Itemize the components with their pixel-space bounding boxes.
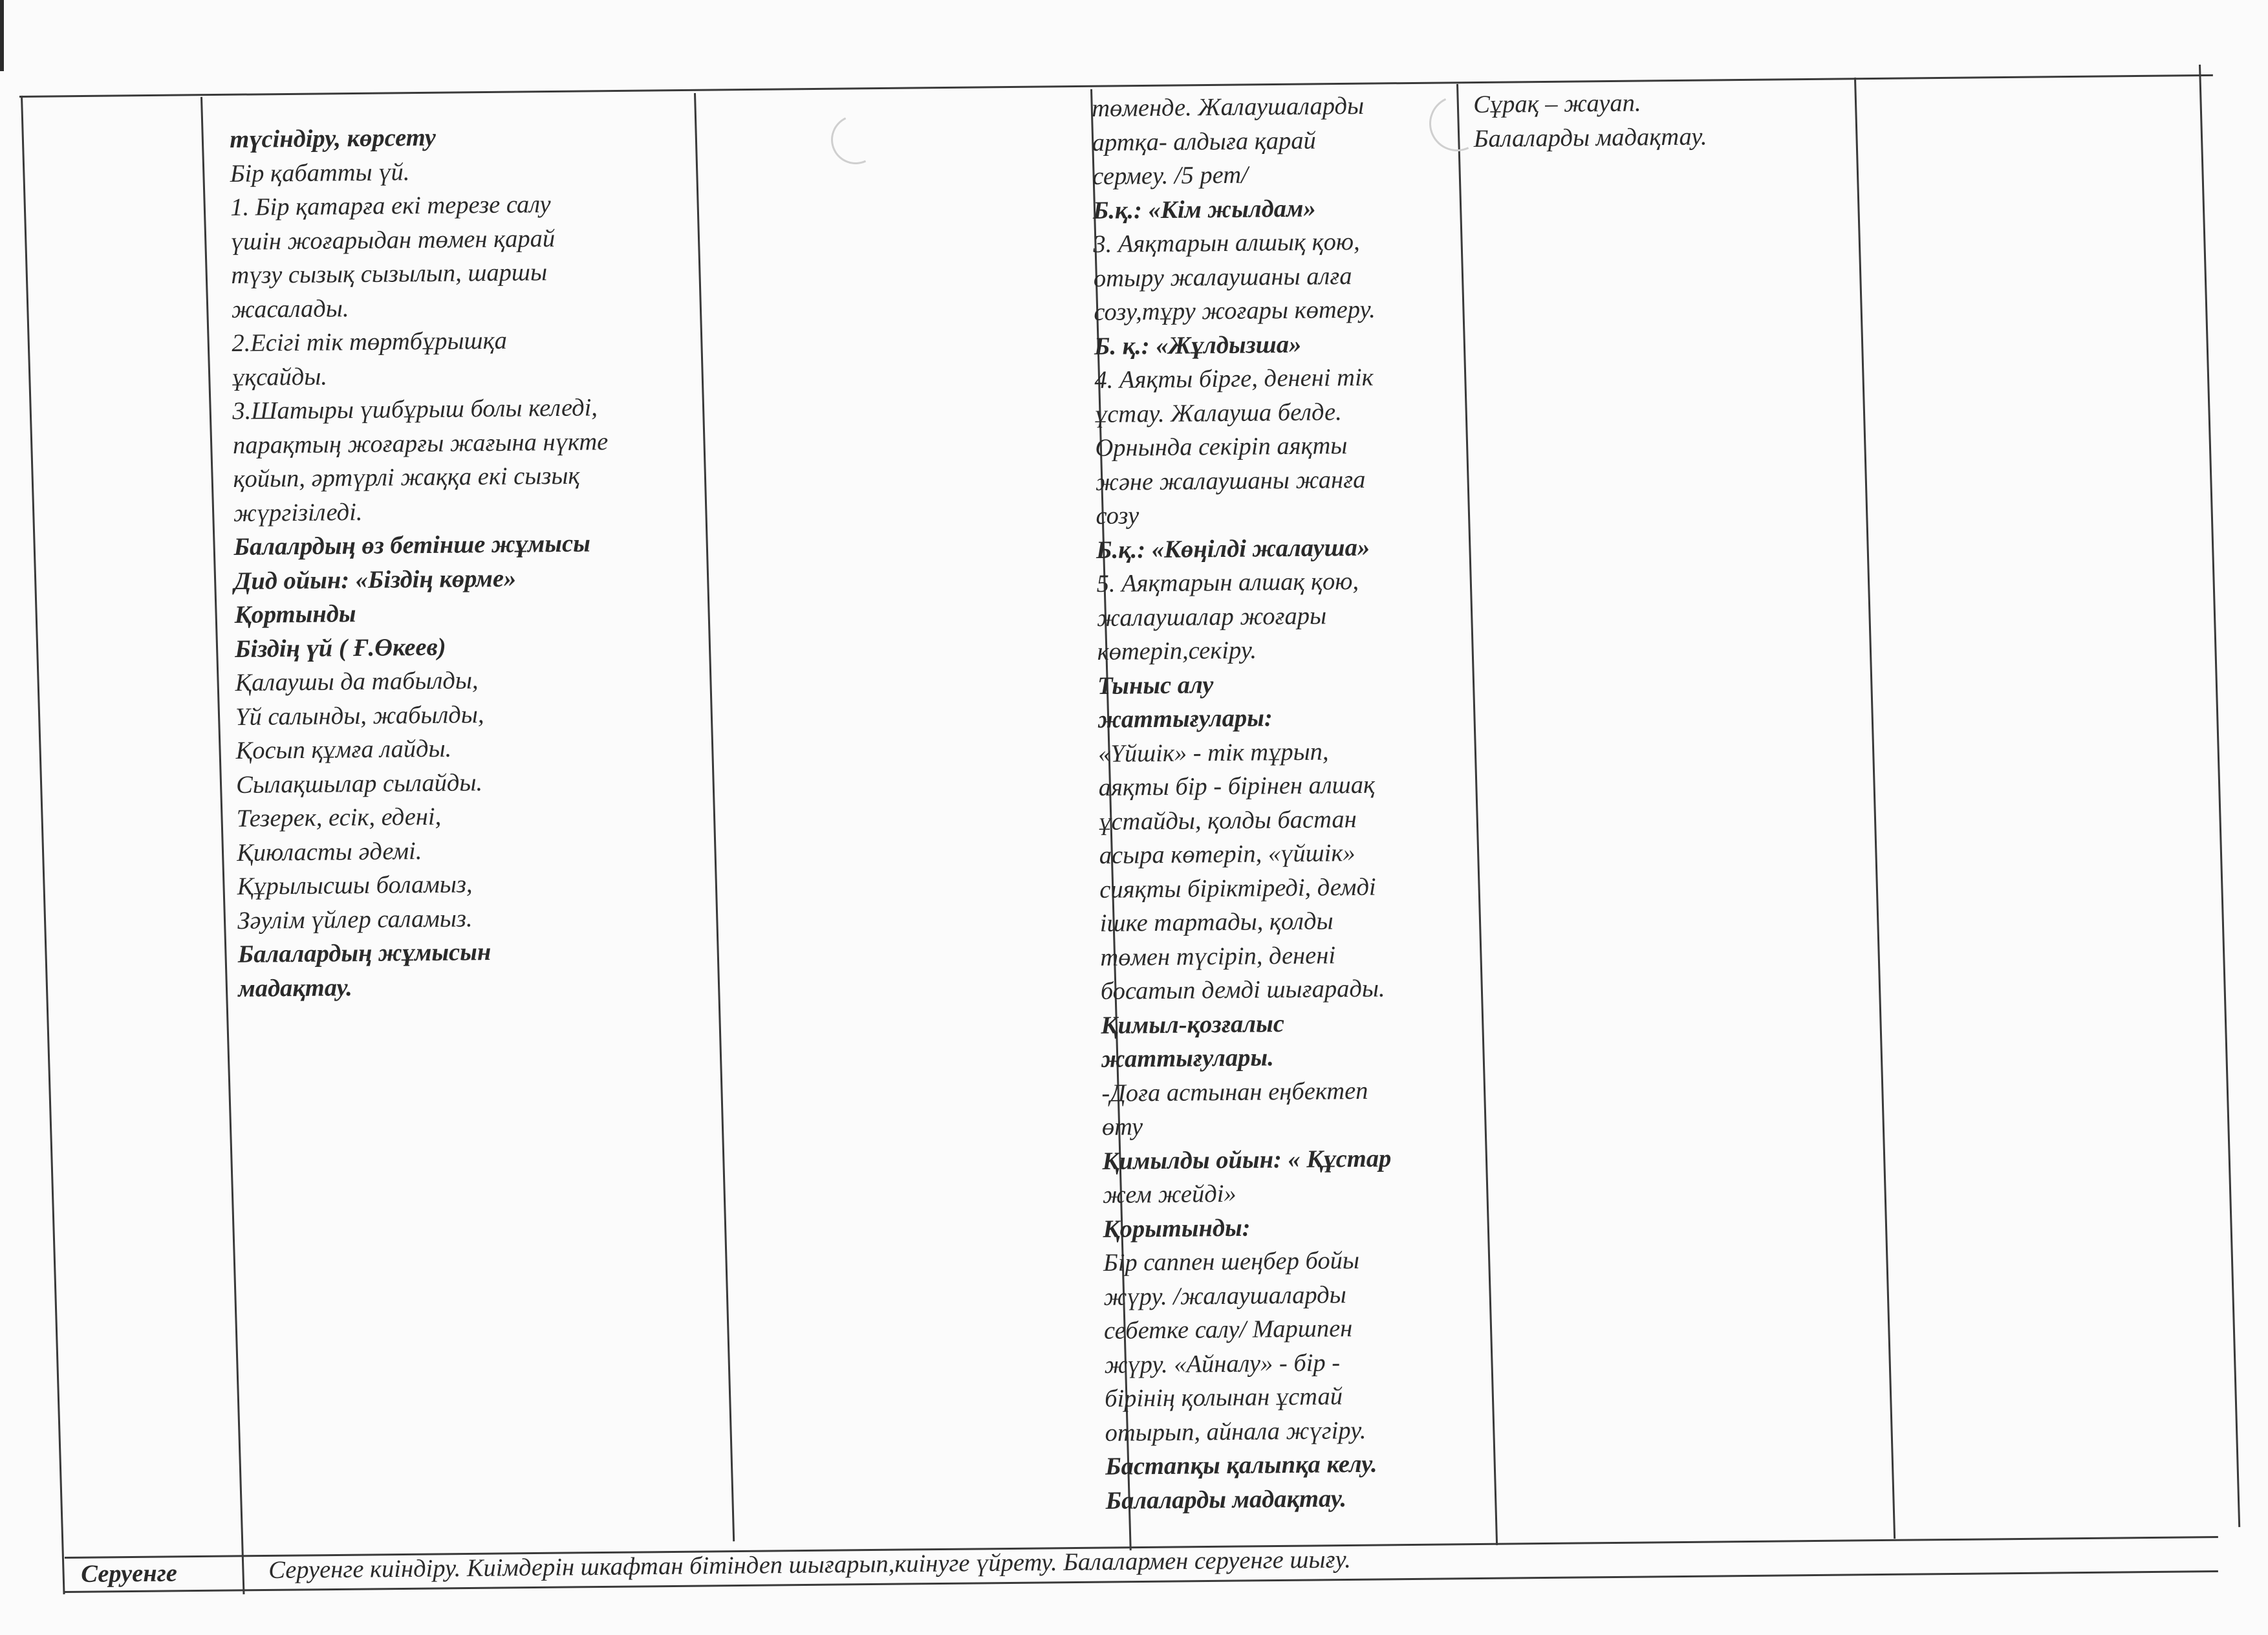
- text-line: жалаушалар жоғары: [1096, 601, 1327, 632]
- text-line: Бір қабатты үй.: [230, 158, 410, 188]
- text-line: Балалардың жұмысын: [237, 938, 491, 968]
- text-line: жем жейді»: [1102, 1180, 1237, 1209]
- text-line: Қосып құмға лайды.: [235, 735, 452, 764]
- text-line: Қорытынды:: [1103, 1214, 1251, 1243]
- text-line: себетке салу/ Маршпен: [1103, 1315, 1353, 1345]
- text-line: 2.Есігі тік төртбұрышқа: [232, 327, 508, 357]
- text-line: жүру. /жалаушаларды: [1103, 1281, 1346, 1311]
- table-right-border: [2199, 65, 2240, 1527]
- text-line: Б. қ.: «Жұлдызша»: [1094, 330, 1302, 360]
- text-line: жүру. «Айналу» - бір -: [1104, 1348, 1341, 1379]
- text-line: Қимылды ойын: « Құстар: [1102, 1144, 1392, 1175]
- text-line: Тыныс алу: [1097, 671, 1214, 700]
- text-line: босатып демді шығарады.: [1100, 975, 1385, 1005]
- text-line: жаттығулары:: [1097, 704, 1273, 733]
- text-line: жүргізіледі.: [233, 498, 363, 527]
- walk-row-label: [81, 1557, 177, 1592]
- walk-row-text-content: Серуенге киіндіру. Киімдерін шкафтан бітіндеп шығарып,киінуге үйрету. Балалармен серуенге шығу.: [268, 1546, 1351, 1584]
- text-line: созу,тұру жоғары көтеру.: [1094, 296, 1376, 326]
- text-line: аяқты бір - бірінен алшақ: [1098, 771, 1376, 801]
- punch-hole-mark: [824, 108, 887, 171]
- text-line: ұқсайды.: [232, 363, 328, 391]
- text-line: созу: [1096, 502, 1139, 530]
- col-divider-2: [694, 93, 735, 1541]
- text-line: ішке тартады, қолды: [1099, 907, 1334, 937]
- text-line: Балалрдың өз бетінше жұмысы: [233, 530, 591, 561]
- text-line: қойып, әртүрлі жаққа екі сызық: [233, 462, 580, 493]
- text-line: Сұрақ – жауап.: [1473, 89, 1641, 118]
- text-line: Орнында секіріп аяқты: [1095, 432, 1348, 462]
- scan-edge: [0, 0, 4, 71]
- text-line: ұстайды, қолды бастан: [1099, 805, 1357, 836]
- col-divider-5: [1854, 78, 1895, 1539]
- text-line: артқа- алдыға қарай: [1092, 127, 1316, 157]
- text-line: жаттығулары.: [1101, 1044, 1274, 1073]
- text-line: Балаларды мадақтау.: [1105, 1484, 1347, 1515]
- text-line: төменде. Жалаушаларды: [1092, 92, 1365, 122]
- evaluation-cell: [1473, 85, 1707, 156]
- text-line: төмен түсіріп, денені: [1100, 941, 1336, 971]
- text-line: 4. Аяқты бірге, денені тік: [1094, 363, 1374, 394]
- text-line: ұстау. Жалауша белде.: [1094, 398, 1342, 428]
- text-line: Қимыл-қозғалыс: [1101, 1010, 1285, 1039]
- table-left-border: [21, 96, 65, 1594]
- text-line: Бастапқы қалыпқа келу.: [1105, 1450, 1377, 1480]
- exercise-description-cell: [1092, 89, 1395, 1518]
- col-divider-4: [1456, 84, 1498, 1545]
- text-line: 3. Аяқтарын алшық қою,: [1093, 228, 1360, 258]
- text-line: үшін жоғарыдан төмен қарай: [230, 224, 556, 255]
- text-line: Қалаушы да табылды,: [235, 667, 479, 697]
- text-line: -Доға астынан еңбектеп: [1101, 1077, 1368, 1107]
- text-line: көтеріп,секіру.: [1097, 636, 1257, 666]
- text-line: өту: [1101, 1113, 1143, 1141]
- text-line: 1. Бір қатарға екі терезе салу: [230, 191, 551, 221]
- text-line: Құрылысшы боламыз,: [237, 871, 473, 900]
- text-line: Зәулім үйлер саламыз.: [237, 904, 473, 935]
- walk-row-label-text: Серуенге: [81, 1559, 178, 1588]
- text-line: Б.қ.: «Көңілді жалауша»: [1096, 534, 1370, 564]
- text-line: отыру жалаушаны алға: [1093, 262, 1352, 292]
- text-line: Біздің үй ( Ғ.Өкеев): [234, 633, 446, 663]
- text-line: 5. Аяқтарын алшақ қою,: [1096, 567, 1359, 598]
- text-line: парақтың жоғарғы жағына нүкте: [232, 428, 609, 459]
- text-line: асыра көтеріп, «үйшік»: [1099, 839, 1355, 869]
- text-line: отырып, айнала жүгіру.: [1105, 1416, 1366, 1447]
- text-line: түзу сызық сызылып, шаршы: [231, 259, 548, 289]
- text-line: сермеу. /5 рет/: [1092, 161, 1248, 190]
- text-line: Бір саппен шеңбер бойы: [1103, 1246, 1360, 1277]
- text-line: мадақтау.: [238, 973, 352, 1002]
- text-line: сияқты біріктіреді, демді: [1099, 873, 1376, 904]
- text-line: 3.Шатыры үшбұрыш болы келеді,: [232, 394, 598, 425]
- text-line: жасалады.: [231, 294, 349, 323]
- text-line: Сылақшылар сылайды.: [235, 768, 483, 799]
- text-line: Қиюласты әдемі.: [237, 837, 422, 867]
- activity-description-cell: [230, 119, 614, 1006]
- text-line: Қортынды: [234, 600, 356, 629]
- text-line: Тезерек, есік, едені,: [236, 803, 442, 832]
- text-line: және жалаушаны жанға: [1095, 466, 1366, 496]
- text-line: Б.қ.: «Кім жылдам»: [1092, 195, 1316, 224]
- text-line: Балаларды мадақтау.: [1473, 122, 1707, 153]
- text-line: «Үйшік» - тік тұрып,: [1097, 737, 1329, 768]
- text-line: Дид ойын: «Біздің көрме»: [233, 565, 517, 595]
- text-line: Үй салынды, жабылды,: [235, 700, 484, 731]
- text-line: бірінің қолынан ұстай: [1104, 1383, 1343, 1413]
- text-line: түсіндіру, көрсету: [230, 124, 437, 153]
